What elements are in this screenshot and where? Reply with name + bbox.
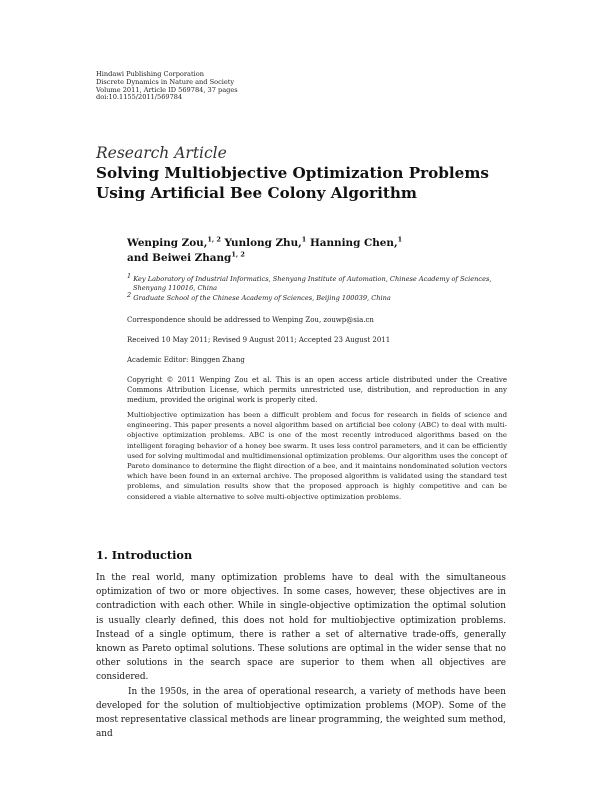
title-line-1: Solving Multiobjective Optimization Problems: [96, 164, 489, 182]
paragraph: In the 1950s, in the area of operational research, a variety of methods have been developed for the solution of multiobjective optimization problems (MOP). Some of the most representative classical methods are linear programming, the weighted sum method, and: [96, 686, 506, 740]
copyright-notice: Copyright © 2011 Wenping Zou et al. This is an open access article distributed under the Creative Commons Attribution License, which permits unrestricted use, distribution, and reproduction in any medium, provided the original work is properly cited.: [127, 376, 507, 405]
affiliation-1: [127, 271, 507, 284]
affiliation-number: 1: [127, 271, 132, 280]
paper-title: [96, 163, 489, 203]
article-type: Research Article: [96, 144, 227, 162]
section-heading: 1. Introduction: [96, 548, 193, 562]
affiliation-text: Key Laboratory of Industrial Informatics, Shenyang Institute of Automation, Chinese Academy of Sciences,: [133, 275, 492, 283]
affiliation-2: [127, 290, 507, 303]
author-name: Hanning Chen,: [309, 237, 398, 249]
paragraph: In the real world, many optimization problems have to deal with the simultaneous optimization of two or more objectives. In some cases, however, these objectives are in contradiction with each other. While in single-objective optimization the optimal solution is usually clearly defined, this does not hold for multiobjective optimization problems. Instead of a single optimum, there is rather a set of alternative trade-offs, generally known as Pareto optimal solutions. These solutions are optimal in the wider sense that no other solutions in the search space are superior to them when all objectives are considered.: [96, 573, 506, 683]
journal-header: [96, 71, 238, 102]
journal-line: Discrete Dynamics in Nature and Society: [96, 77, 235, 86]
author-affiliation-sup: 1, 2: [231, 250, 245, 259]
title-line-2: Using Artificial Bee Colony Algorithm: [96, 184, 417, 202]
dates-line: Received 10 May 2011; Revised 9 August 2011; Accepted 23 August 2011: [127, 336, 391, 344]
author-affiliation-sup: 1: [397, 235, 403, 244]
affiliation-number: 2: [127, 290, 132, 299]
affiliation-text: Graduate School of the Chinese Academy of Sciences, Beijing 100039, China: [133, 293, 391, 302]
affiliations: [127, 271, 507, 303]
section-body: [96, 571, 506, 741]
publisher-line: Hindawi Publishing Corporation: [96, 70, 204, 78]
author-list: [127, 236, 402, 266]
author-name: Yunlong Zhu,: [224, 237, 302, 249]
author-line-2: [127, 251, 402, 266]
abstract: Multiobjective optimization has been a difficult problem and focus for research in fields of science and engineering. This paper presents a novel algorithm based on artificial bee colony (ABC) to deal with multi-objective optimization problems. ABC is one of the most recently introduced algorithms based on the intelligent foraging behavior of a honey bee swarm. It uses less control parameters, and it can be efficiently used for solving multimodal and multidimensional optimization problems. Our algorithm uses the concept of Pareto dominance to determine the flight direction of a bee, and it maintains nondominated solution vectors which have been found in an external archive. The proposed algorithm is validated using the standard test problems, and simulation results show that the proposed approach is highly competitive and can be considered a viable alternative to solve multi-objective optimization problems.: [127, 411, 507, 501]
correspondence: Correspondence should be addressed to Wenping Zou, zouwp@sia.cn: [127, 316, 374, 324]
academic-editor: Academic Editor: Binggen Zhang: [127, 356, 245, 364]
author-affiliation-sup: 1: [301, 235, 307, 244]
author-name: Wenping Zou,: [127, 237, 208, 249]
author-line-1: [127, 236, 402, 251]
author-affiliation-sup: 1, 2: [207, 235, 221, 244]
affiliation-1-continued: Shenyang 110016, China: [133, 284, 218, 293]
volume-line: Volume 2011, Article ID 569784, 37 pages: [96, 85, 238, 94]
author-name: and Beiwei Zhang: [127, 252, 232, 264]
doi-line: doi:10.1155/2011/569784: [96, 93, 183, 102]
